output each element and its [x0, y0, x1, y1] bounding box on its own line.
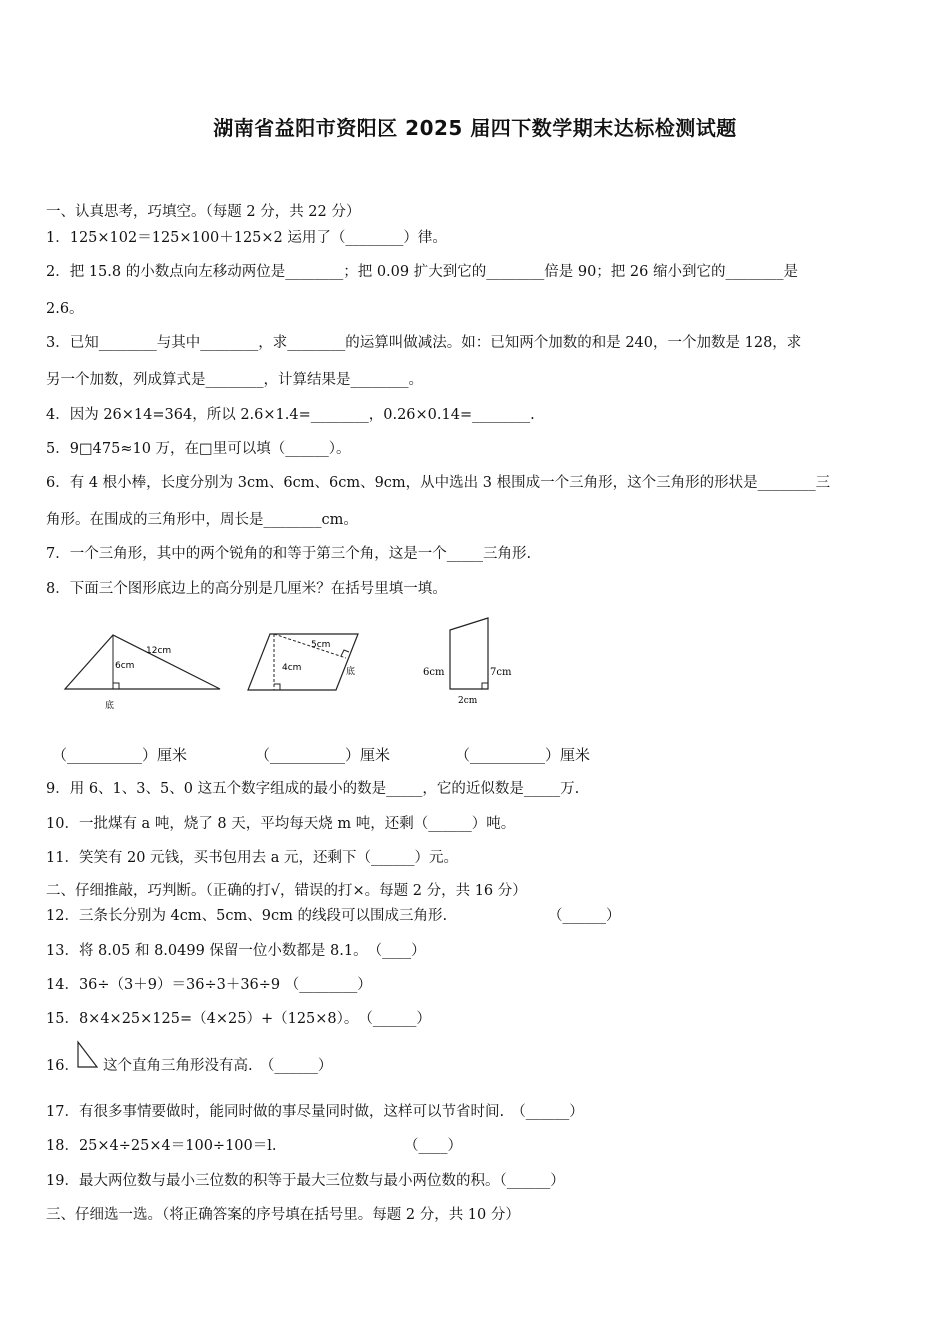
- page-title: 湖南省益阳市资阳区 2025 届四下数学期末达标检测试题: [213, 116, 737, 140]
- answer-blank-1: （__________）厘米: [52, 746, 188, 764]
- question-10: 10．一批煤有 a 吨，烧了 8 天，平均每天烧 m 吨，还剩（______）吨。: [46, 816, 516, 832]
- trapezoid-bottom-label: 2cm: [458, 696, 478, 706]
- trapezoid-right-label: 7cm: [490, 667, 512, 678]
- question-6-line2: 角形。在围成的三角形中，周长是________cm。: [46, 512, 358, 528]
- parallelogram-height-label: 4cm: [282, 663, 302, 673]
- question-13: 13．将 8.05 和 8.0499 保留一位小数都是 8.1。 （____）: [46, 943, 426, 959]
- question-19: 19．最大两位数与最小三位数的积等于最大三位数与最小两位数的积。（______）: [46, 1173, 565, 1189]
- question-2-line1: 2．把 15.8 的小数点向左移动两位是________；把 0.09 扩大到它的________倍是 90；把 26 缩小到它的________是: [46, 264, 798, 280]
- question-16-number: 16．: [46, 1058, 79, 1074]
- section3-header: 三、仔细选一选。（将正确答案的序号填在括号里。每题 2 分，共 10 分）: [46, 1207, 520, 1223]
- parallelogram-side-label: 5cm: [311, 640, 331, 650]
- question-12: 12．三条长分别为 4cm、5cm、9cm 的线段可以围成三角形.: [46, 908, 448, 924]
- question-2-line2: 2.6。: [46, 301, 84, 317]
- question-3-line1: 3．已知________与其中________，求________的运算叫做减法。如：已知两个加数的和是 240，一个加数是 128，求: [46, 335, 802, 351]
- trapezoid-left-label: 6cm: [423, 667, 445, 678]
- question-8: 8．下面三个图形底边上的高分别是几厘米？在括号里填一填。: [46, 581, 447, 597]
- question-6-line1: 6．有 4 根小棒，长度分别为 3cm、6cm、6cm、9cm，从中选出 3 根围成一个三角形，这个三角形的形状是________三: [46, 475, 831, 491]
- parallelogram-base-label: 底: [346, 667, 356, 677]
- question-5: 5．9□475≈10 万，在□里可以填（______）。: [46, 441, 351, 457]
- right-triangle-icon: [76, 1040, 100, 1070]
- parallelogram-figure: [243, 630, 368, 700]
- question-15: 15．8×4×25×125=（4×25）+（125×8）。 （______）: [46, 1011, 431, 1027]
- section2-header: 二、仔细推敲，巧判断。（正确的打√，错误的打×。每题 2 分，共 16 分）: [46, 883, 527, 899]
- question-7: 7．一个三角形，其中的两个锐角的和等于第三个角，这是一个_____三角形.: [46, 546, 532, 562]
- answer-blank-2: （__________）厘米: [255, 746, 391, 764]
- question-16: 这个直角三角形没有高. （______）: [103, 1058, 333, 1074]
- question-17: 17．有很多事情要做时，能同时做的事尽量同时做，这样可以节省时间. （______）: [46, 1104, 584, 1120]
- triangle-figure: [60, 632, 230, 717]
- question-18-blank: （____）: [404, 1138, 462, 1154]
- trapezoid-figure: [418, 614, 518, 709]
- question-18: 18．25×4÷25×4＝100÷100＝l.: [46, 1138, 277, 1154]
- question-12-blank: （______）: [548, 908, 621, 924]
- question-3-line2: 另一个加数，列成算式是________，计算结果是________。: [46, 372, 423, 388]
- question-11: 11．笑笑有 20 元钱，买书包用去 a 元，还剩下（______）元。: [46, 850, 458, 866]
- triangle-side-label: 12cm: [146, 646, 172, 656]
- answer-blank-3: （__________）厘米: [455, 746, 591, 764]
- question-4: 4．因为 26×14=364，所以 2.6×1.4=________，0.26×0.14=________.: [46, 407, 535, 423]
- question-14: 14．36÷（3＋9）＝36÷3＋36÷9 （________）: [46, 977, 372, 993]
- triangle-height-label: 6cm: [115, 661, 135, 671]
- question-1: 1．125×102＝125×100＋125×2 运用了（________）律。: [46, 230, 447, 246]
- question-9: 9．用 6、1、3、5、0 这五个数字组成的最小的数是_____，它的近似数是_____万.: [46, 781, 580, 797]
- triangle-base-label: 底: [105, 701, 115, 711]
- section1-header: 一、认真思考，巧填空。（每题 2 分，共 22 分）: [46, 204, 361, 220]
